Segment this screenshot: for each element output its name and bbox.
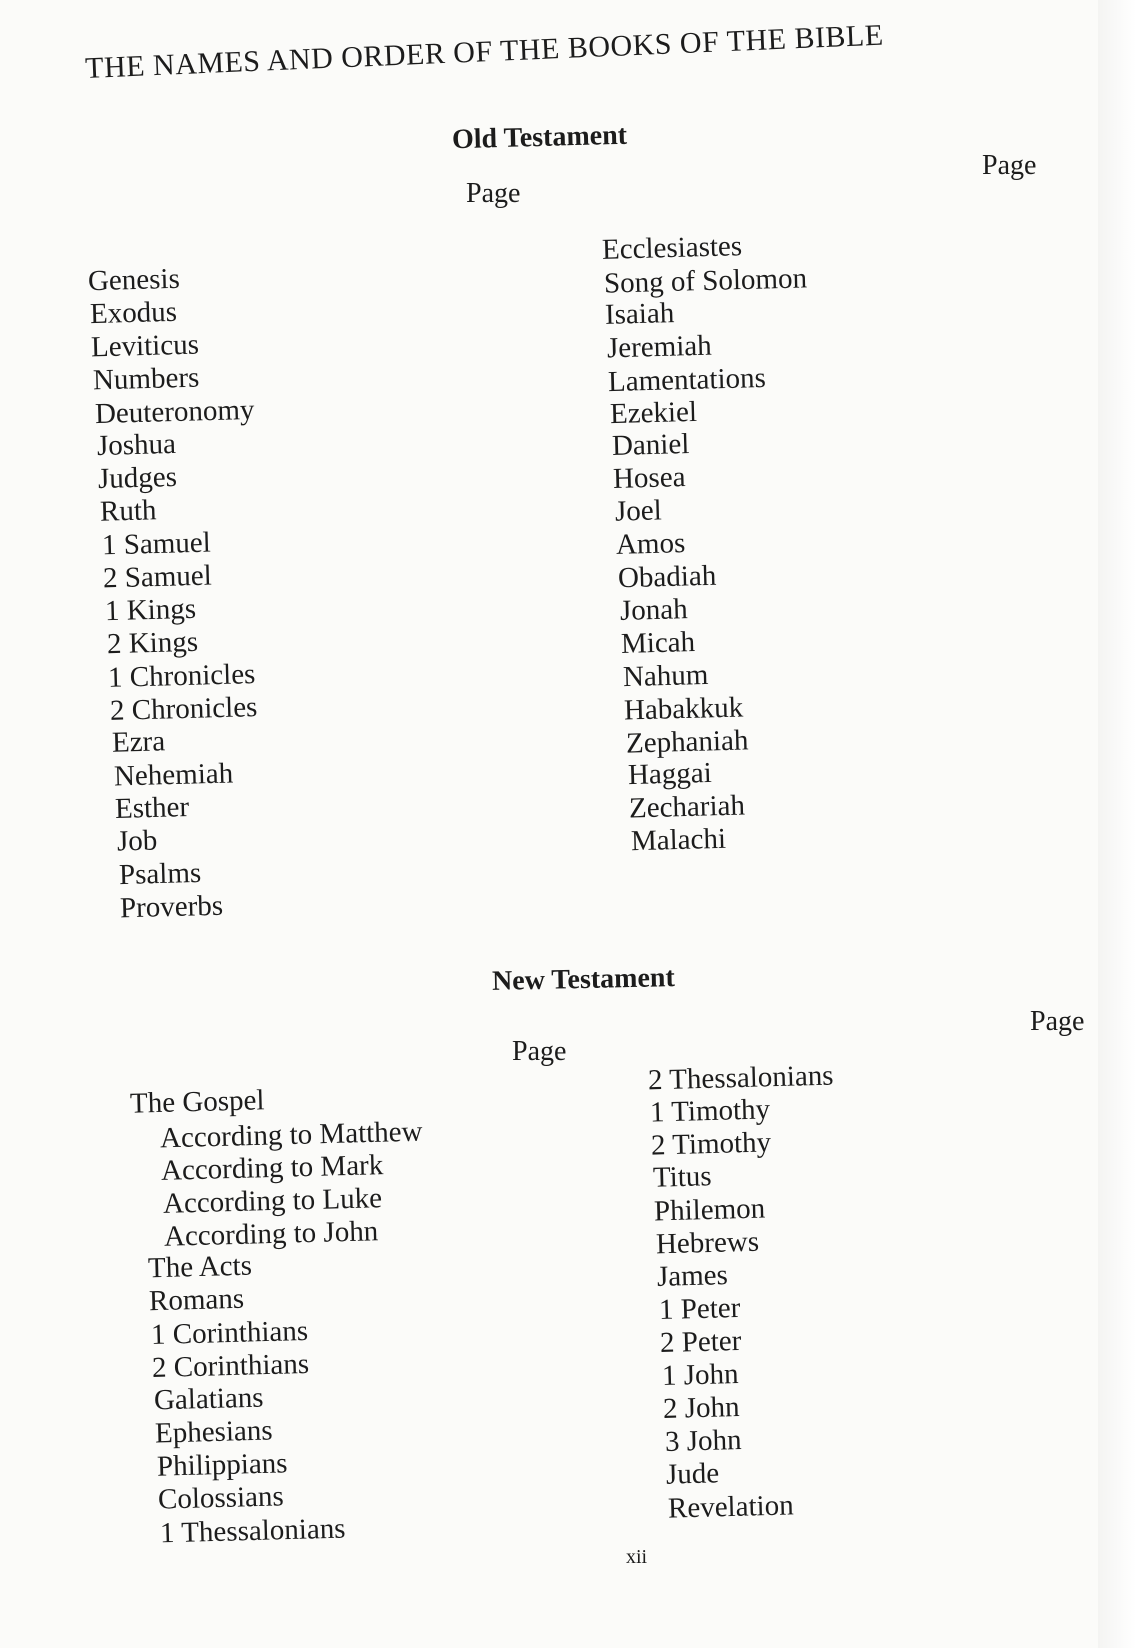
- ot-book-name: Zechariah: [628, 789, 746, 825]
- ot-book-name: Joshua: [96, 427, 176, 463]
- nt-book-name: 1 Timothy: [649, 1093, 770, 1129]
- ot-book-name: Jonah: [619, 593, 688, 627]
- ot-book-name: Obadiah: [617, 559, 717, 595]
- nt-book-name: 2 Corinthians: [151, 1347, 310, 1385]
- nt-book-name: 2 Thessalonians: [647, 1059, 834, 1097]
- ot-left-page-header: Page: [466, 178, 521, 209]
- nt-left-page-header: Page: [512, 1036, 567, 1067]
- nt-book-name: 1 Peter: [658, 1291, 741, 1327]
- ot-book-name: 1 Kings: [104, 592, 197, 628]
- nt-book-name: Colossians: [157, 1480, 285, 1516]
- ot-book-name: Isaiah: [604, 296, 675, 331]
- nt-book-name: The Acts: [147, 1249, 252, 1285]
- ot-book-name: Job: [116, 824, 158, 858]
- nt-book-name: According to John: [163, 1215, 379, 1253]
- ot-book-name: Judges: [97, 460, 178, 496]
- new-testament-heading: New Testament: [491, 962, 676, 997]
- nt-book-name: According to Matthew: [159, 1115, 423, 1155]
- nt-book-name: Jude: [665, 1457, 720, 1491]
- ot-book-name: Ezekiel: [609, 395, 698, 430]
- ot-book-name: 2 Samuel: [102, 559, 213, 595]
- page-title: THE NAMES AND ORDER OF THE BOOKS OF THE BIBLE: [84, 18, 885, 86]
- ot-book-name: Haggai: [627, 757, 712, 792]
- ot-book-name: Zephaniah: [625, 723, 749, 760]
- ot-book-name: 2 Kings: [106, 625, 199, 661]
- nt-book-name: 2 Timothy: [650, 1126, 772, 1162]
- ot-book-name: Leviticus: [90, 328, 200, 364]
- ot-book-name: Ruth: [99, 494, 157, 528]
- nt-book-name: Philippians: [156, 1447, 288, 1483]
- ot-book-name: Ecclesiastes: [601, 230, 743, 266]
- nt-book-name: Ephesians: [154, 1414, 273, 1450]
- ot-book-name: Lamentations: [607, 361, 767, 398]
- ot-book-name: Proverbs: [119, 889, 224, 925]
- ot-book-name: Daniel: [611, 428, 690, 463]
- ot-book-name: Ezra: [111, 725, 166, 759]
- nt-book-name: According to Mark: [160, 1149, 384, 1187]
- nt-book-name: Hebrews: [655, 1225, 759, 1261]
- nt-book-name: 3 John: [664, 1424, 742, 1458]
- ot-book-name: Nahum: [622, 658, 709, 693]
- ot-book-name: Genesis: [87, 262, 181, 298]
- ot-book-name: 1 Samuel: [101, 526, 211, 562]
- ot-book-name: Micah: [620, 625, 696, 660]
- ot-book-name: Malachi: [630, 822, 727, 858]
- ot-book-name: Deuteronomy: [94, 393, 255, 431]
- ot-book-name: Song of Solomon: [603, 262, 807, 300]
- ot-book-name: Jeremiah: [606, 329, 712, 365]
- ot-book-name: 2 Chronicles: [109, 691, 258, 727]
- nt-book-name: Philemon: [653, 1192, 766, 1228]
- ot-book-name: Amos: [615, 527, 687, 561]
- ot-book-name: Psalms: [118, 856, 202, 892]
- ot-book-name: Joel: [614, 494, 662, 528]
- ot-book-name: Hosea: [612, 461, 687, 496]
- nt-book-name: The Gospel: [129, 1084, 265, 1120]
- nt-book-name: James: [656, 1259, 729, 1293]
- ot-book-name: Numbers: [92, 361, 200, 397]
- nt-book-name: 1 Thessalonians: [159, 1512, 346, 1550]
- nt-right-page-header: Page: [1030, 1006, 1085, 1037]
- nt-book-name: According to Luke: [162, 1182, 382, 1220]
- ot-book-name: Esther: [114, 791, 190, 825]
- ot-book-name: 1 Chronicles: [107, 658, 257, 694]
- nt-book-name: 2 Peter: [659, 1324, 742, 1360]
- ot-right-page-header: Page: [982, 150, 1037, 181]
- nt-book-name: 2 John: [662, 1391, 740, 1425]
- ot-book-name: Exodus: [89, 295, 178, 331]
- nt-book-name: Revelation: [667, 1489, 794, 1525]
- nt-book-name: Galatians: [153, 1381, 264, 1417]
- old-testament-heading: Old Testament: [451, 119, 628, 156]
- ot-book-name: Habakkuk: [623, 691, 744, 727]
- nt-book-name: 1 Corinthians: [150, 1314, 308, 1352]
- nt-book-name: Romans: [148, 1282, 245, 1318]
- nt-book-name: Titus: [652, 1160, 712, 1194]
- page-number: xii: [626, 1546, 648, 1568]
- page-edge-shadow: [1098, 0, 1136, 1648]
- ot-book-name: Nehemiah: [113, 757, 234, 793]
- nt-book-name: 1 John: [661, 1358, 739, 1392]
